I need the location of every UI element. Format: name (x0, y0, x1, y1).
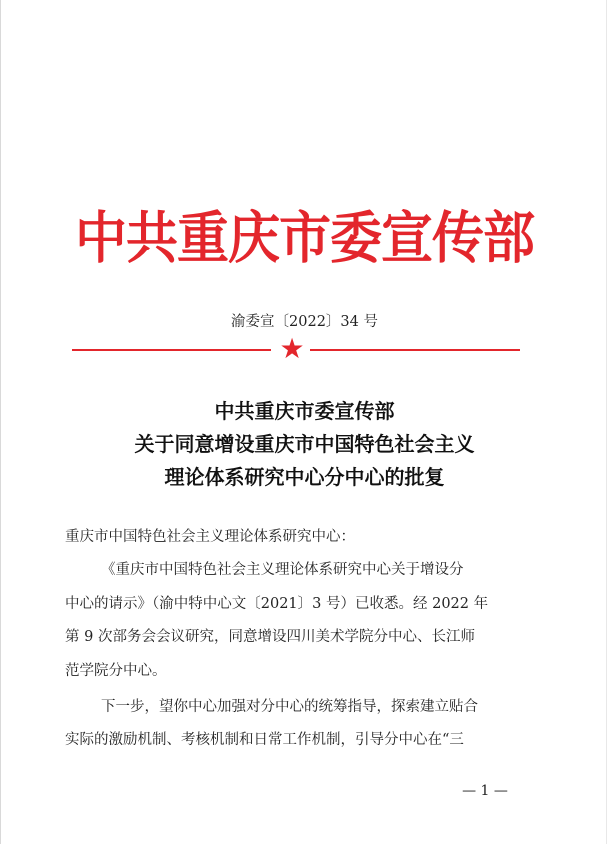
page-number: — 1 — (462, 783, 508, 799)
salutation: 重庆市中国特色社会主义理论体系研究中心： (65, 529, 355, 545)
document-title-line-2: 关于同意增设重庆市中国特色社会主义 (134, 432, 475, 456)
red-divider-left (72, 349, 271, 351)
document-number: 渝委宣〔2022〕34 号 (231, 314, 378, 330)
document-title-line-1: 中共重庆市委宣传部 (214, 399, 395, 423)
body-paragraph-2-line-1: 下一步，望你中心加强对分中心的统筹指导，探索建立贴合 (101, 699, 478, 715)
body-paragraph-1-line-4: 范学院分中心。 (65, 663, 167, 679)
document-title-line-3: 理论体系研究中心分中心的批复 (164, 465, 445, 489)
body-paragraph-1-line-1: 《重庆市中国特色社会主义理论体系研究中心关于增设分 (101, 562, 464, 578)
red-star-icon: ★ (279, 332, 305, 365)
red-divider-right (310, 349, 520, 351)
body-paragraph-1-line-3: 第 9 次部务会会议研究，同意增设四川美术学院分中心、长江师 (65, 629, 475, 645)
body-paragraph-1-line-2: 中心的请示》（渝中特中心文〔2021〕3 号）已收悉。经 2022 年 (65, 596, 489, 612)
body-paragraph-2-line-2: 实际的激励机制、考核机制和日常工作机制，引导分中心在“三 (65, 732, 464, 748)
masthead-title: 中共重庆市委宣传部 (74, 206, 534, 272)
